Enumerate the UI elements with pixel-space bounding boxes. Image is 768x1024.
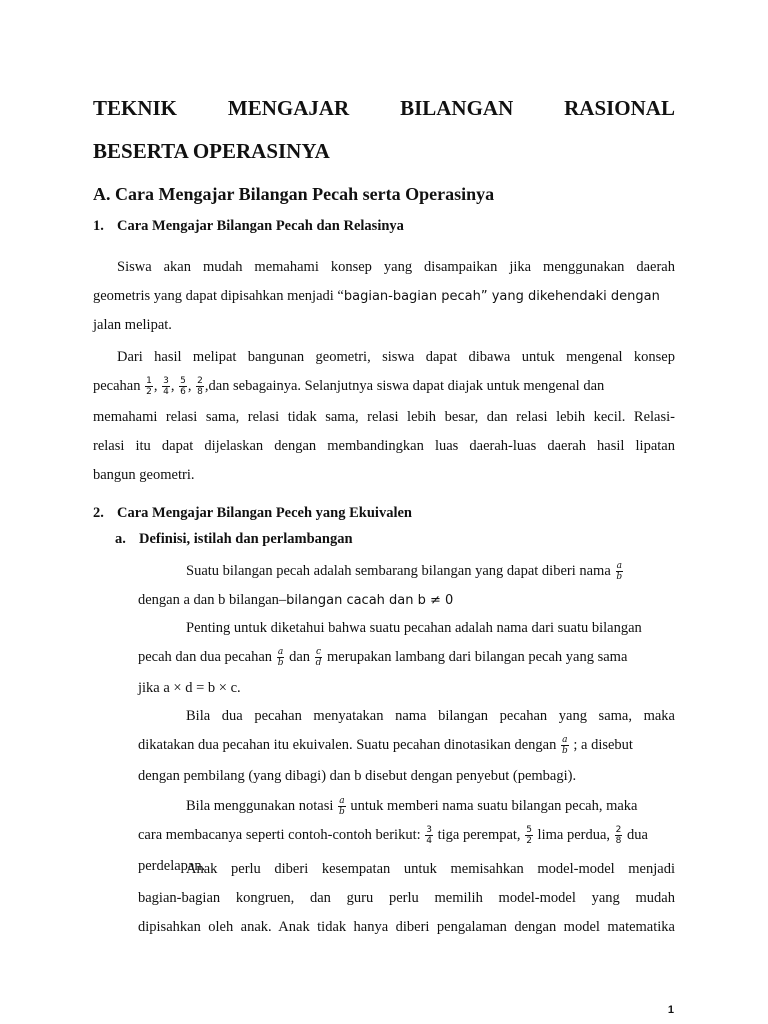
- paragraph-line: pecah dan dua pecahan $\frac{a}{b}$ dan $\frac{c}{d}$ merupakan lambang dari bilangan pecah yang sama: [138, 647, 628, 669]
- paragraph-line: Siswa akan mudah memahami konsep yang disampaikan jika menggunakan daerah: [117, 259, 675, 275]
- fraction: $\frac{2}{8}$: [197, 376, 203, 398]
- subsection-2a-title: Definisi, istilah dan perlambangan: [139, 531, 353, 547]
- fraction: $\frac{c}{d}$: [315, 647, 322, 669]
- paragraph-line: memahami relasi sama, relasi tidak sama, relasi lebih besar, dan relasi lebih kecil. Relasi-: [93, 409, 675, 425]
- fraction: $\frac{1}{2}$: [146, 376, 152, 398]
- paragraph-line: Bila menggunakan notasi $\frac{a}{b}$ untuk memberi nama suatu bilangan pecah, maka: [186, 796, 638, 818]
- fraction: $\frac{a}{b}$: [339, 796, 345, 818]
- fraction: $\frac{a}{b}$: [616, 561, 623, 583]
- title-word: BILANGAN: [400, 96, 514, 120]
- paragraph-line: bagian-bagian kongruen, dan guru perlu memilih model-model yang mudah: [138, 890, 675, 906]
- fraction: $\frac{2}{8}$: [615, 825, 622, 847]
- fraction: $\frac{5}{2}$: [526, 825, 532, 847]
- fraction: $\frac{a}{b}$: [277, 647, 284, 669]
- paragraph-7: [138, 855, 675, 942]
- subsection-2-heading: [93, 505, 412, 522]
- subsection-2-number: 2.: [93, 505, 104, 521]
- subsection-1-number: 1.: [93, 218, 104, 234]
- paragraph-line: Bila dua pecahan menyatakan nama bilangan pecahan yang sama, maka: [186, 708, 675, 724]
- title-word: RASIONAL: [564, 96, 675, 120]
- fraction: $\frac{3}{4}$: [426, 825, 432, 847]
- paragraph-line: dengan a dan b bilangan–bilangan cacah dan b ≠ 0: [138, 592, 454, 608]
- paragraph-3: [138, 557, 675, 615]
- subsection-1-title: Cara Mengajar Bilangan Pecah dan Relasinya: [117, 218, 404, 234]
- paragraph-line: pecahan $\frac{1}{2}$ , $\frac{3}{4}$ , $\frac{5}{6}$ , $\frac{2}{8}$ ,dan sebagainya. Selanjutnya siswa dapat diajak untuk mengenal dan: [93, 376, 605, 398]
- page-number: 1: [667, 1004, 674, 1016]
- paragraph-4: [138, 614, 675, 703]
- section-a-heading: [93, 184, 494, 205]
- paragraph-line: jalan melipat.: [93, 317, 172, 333]
- paragraph-line: Anak perlu diberi kesempatan untuk memisahkan model-model menjadi: [186, 861, 675, 877]
- paragraph-line: perdelapan.: [138, 858, 206, 874]
- paragraph-line: dipisahkan oleh anak. Anak tidak hanya diberi pengalaman dengan model matematika: [138, 919, 675, 935]
- subsection-2a-heading: [115, 531, 353, 548]
- paragraph-line: jika a × d = b × c.: [138, 680, 241, 696]
- paragraph-line: geometris yang dapat dipisahkan menjadi “bagian-bagian pecah” yang dikehendaki dengan: [93, 288, 660, 304]
- subsection-2a-number: a.: [115, 531, 126, 547]
- paragraph-2: [93, 343, 675, 490]
- paragraph-5: [138, 702, 675, 791]
- document-title: [93, 87, 675, 173]
- paragraph-line: Dari hasil melipat bangunan geometri, siswa dapat dibawa untuk mengenal konsep: [117, 349, 675, 365]
- paragraph-1: [93, 253, 675, 340]
- subsection-1-heading: [93, 218, 404, 235]
- fraction: $\frac{3}{4}$: [163, 376, 169, 398]
- subsection-2-title: Cara Mengajar Bilangan Peceh yang Ekuivalen: [117, 505, 412, 521]
- paragraph-line: bangun geometri.: [93, 467, 195, 483]
- fraction: $\frac{a}{b}$: [561, 735, 568, 757]
- paragraph-line: Penting untuk diketahui bahwa suatu pecahan adalah nama dari suatu bilangan: [186, 620, 642, 636]
- title-word: TEKNIK: [93, 96, 178, 120]
- section-a-title: Cara Mengajar Bilangan Pecah serta Operasinya: [115, 184, 495, 204]
- paragraph-line: relasi itu dapat dijelaskan dengan membandingkan luas daerah-luas daerah hasil lipatan: [93, 438, 675, 454]
- fraction: $\frac{5}{6}$: [180, 376, 186, 398]
- title-word: MENGAJAR: [227, 96, 350, 120]
- paragraph-line: Suatu bilangan pecah adalah sembarang bilangan yang dapat diberi nama $\frac{a}{b}$: [186, 561, 623, 583]
- paragraph-line: dikatakan dua pecahan itu ekuivalen. Suatu pecahan dinotasikan dengan $\frac{a}{b}$ ; a disebut: [138, 735, 633, 757]
- paragraph-line: dengan pembilang (yang dibagi) dan b disebut dengan penyebut (pembagi).: [138, 768, 577, 784]
- section-a-label: A.: [93, 184, 111, 204]
- paragraph-line: cara membacanya seperti contoh-contoh berikut: $\frac{3}{4}$ tiga perempat, $\frac{5}{2}$ lima perdua, $\frac{2}{8}$ dua: [138, 825, 648, 847]
- title-line-2: BESERTA OPERASINYA: [93, 139, 330, 163]
